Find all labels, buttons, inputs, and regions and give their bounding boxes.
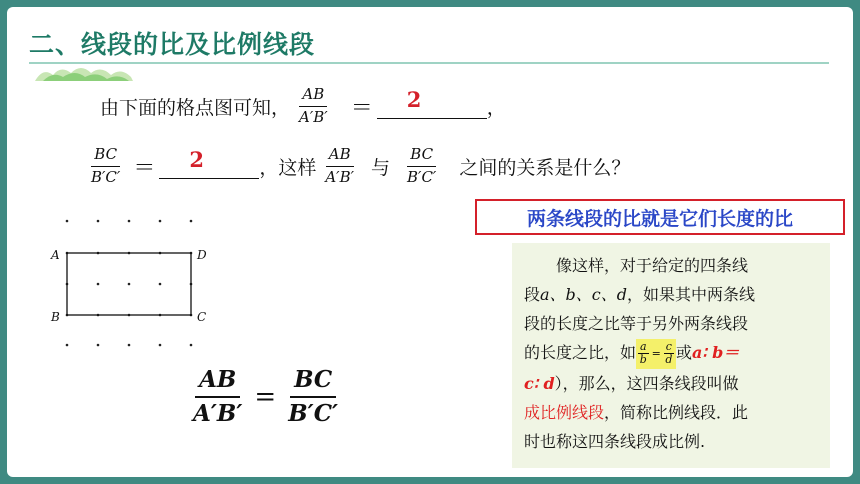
page-title: 二、线段的比及比例线段 [29, 30, 316, 59]
answer-blank-1 [377, 87, 487, 119]
ratio-formula: $\frac{AB}{A'B'}$ = $\frac{BC}{B'C'}$ [189, 367, 342, 428]
slide [7, 7, 853, 477]
lattice-grid-diagram [43, 207, 223, 352]
label-a: A [51, 248, 60, 262]
label-c: C [197, 310, 207, 324]
fraction-ab-over-a1b1: $\frac{AB}{A'B'}$ [299, 85, 328, 126]
formula-right-fraction: $\frac{BC}{B'C'}$ [288, 366, 339, 428]
label-b: B [51, 310, 60, 324]
fraction-bc-over-b1c1: $\frac{BC}{B'C'}$ [91, 145, 121, 186]
question-line-1: 由下面的格点图可知， $\frac{AB}{A'B'}$ ＝ 2 ， [100, 85, 506, 126]
term-proportional-segments: 成比例线段 [524, 402, 605, 422]
grid-dots [66, 220, 193, 347]
question-line-2: $\frac{BC}{B'C'}$ ＝ 2 ，这样 $\frac{AB}{A'B'}$ 与 $\frac{BC}{B'C'}$ 之间的关系是什么？ [82, 141, 630, 191]
formula-left-fraction: $\frac{AB}{A'B'}$ [193, 366, 243, 428]
title-underline [29, 62, 829, 64]
key-point-box: 两条线段的比就是它们长度的比 [475, 199, 845, 235]
line1-prefix: 由下面的格点图可知， [100, 96, 291, 119]
answer-1: 2 [406, 87, 422, 112]
fraction-ab-over-a1b1-2: $\frac{AB}{A'B'}$ [325, 145, 355, 186]
answer-2: 2 [189, 147, 204, 172]
fraction-bc-over-b1c1-2: $\frac{BC}{B'C'}$ [407, 145, 437, 186]
label-d: D [197, 248, 207, 262]
leaf-decoration-icon [33, 63, 143, 85]
definition-note: 像这样，对于给定的四条线 段a、b、c、d，如果其中两条线 段的长度之比等于另外两条线段 的长度之比，如 $\frac{a}{b}$ = $\frac{c}{d}$ 或a∶ b＝ c∶ d），那么，这四条线段叫做 成比例线段，简称比例线段．此 时也称这四条线段成比例. [512, 243, 830, 468]
highlighted-proportion: $\frac{a}{b}$ = $\frac{c}{d}$ [636, 339, 676, 369]
answer-blank-2 [159, 147, 259, 179]
